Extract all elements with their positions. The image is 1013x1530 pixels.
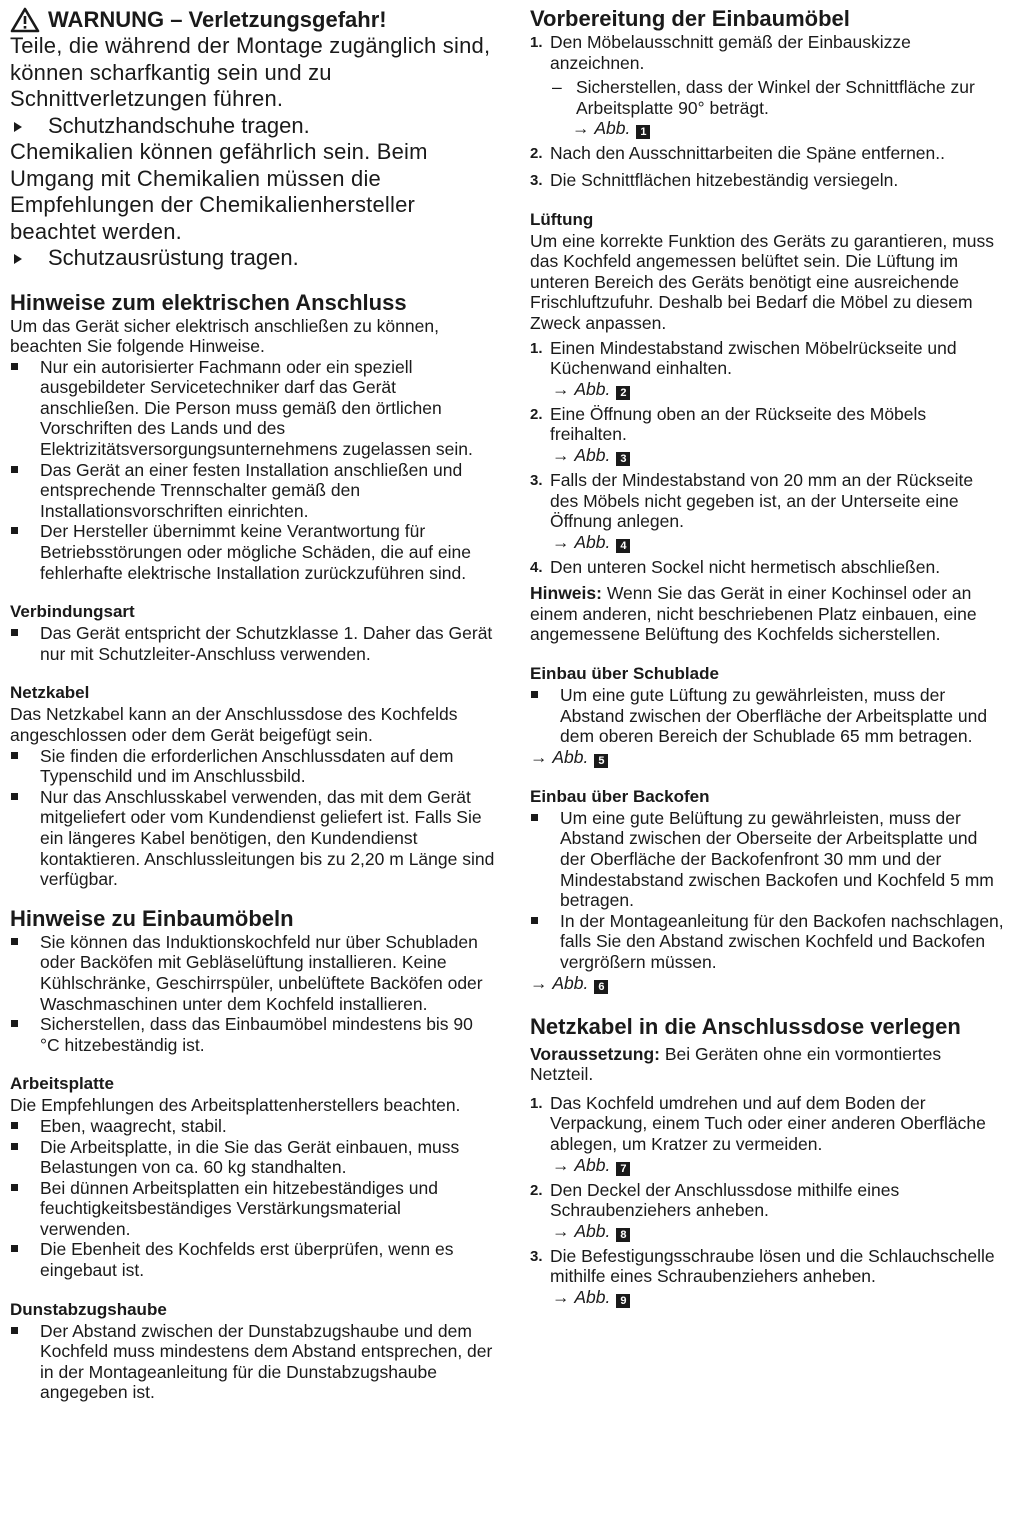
figure-reference: → Abb. 6 — [530, 973, 1006, 994]
connection-list — [10, 623, 495, 664]
figure-reference: → Abb. 2 — [530, 379, 1006, 400]
step-arrow-icon — [14, 122, 22, 132]
drawer-list — [530, 685, 1006, 747]
figure-reference: → Abb. 5 — [530, 747, 1006, 768]
step-item: 3. Die Befestigungsschraube lösen und die Schlauchschelle mithilfe eines Schraubenziehers anheben. — [530, 1245, 995, 1287]
figure-number-badge: 3 — [616, 452, 630, 466]
list-item: Sicherstellen, dass das Einbaumöbel mindestens bis 90 °C hitzebeständig ist. — [10, 1014, 495, 1055]
furniture-list — [10, 932, 495, 1056]
list-item: Der Hersteller übernimmt keine Verantwortung für Betriebsstörungen oder mögliche Schäden, die auf eine fehlerhafte elektrische Installation zurückzuführen sind. — [10, 521, 495, 583]
electrical-intro: Um das Gerät sicher elektrisch anschließen zu können, beachten Sie folgende Hinweise. — [10, 315, 439, 357]
list-item: Nur ein autorisierter Fachmann oder ein speziell ausgebildeter Servicetechniker darf das Gerät anschließen. Die Person muss gemäß den örtlichen Vorschriften des Lands und des Elektrizitätsversorgungsunternehmens zugelassen sein. — [10, 357, 495, 460]
list-item: Sie finden die erforderlichen Anschlussdaten auf dem Typenschild und im Anschlussbild. — [10, 746, 495, 787]
list-item: Der Abstand zwischen der Dunstabzugshaube und dem Kochfeld muss mindestens dem Abstand entsprechen, der in der Montageanleitung für die Dunstabzugshaube angegeben ist. — [10, 1321, 495, 1403]
list-item: In der Montageanleitung für den Backofen nachschlagen, falls Sie den Abstand zwischen Kochfeld und Backofen vergrößern müssen. — [530, 911, 1006, 973]
list-item: Eben, waagrecht, stabil. — [10, 1116, 495, 1137]
cable-heading: Netzkabel — [10, 683, 90, 703]
worktop-intro: Die Empfehlungen des Arbeitsplattenherstellers beachten. — [10, 1095, 461, 1116]
step-item: 2. Eine Öffnung oben an der Rückseite des Möbels freihalten. — [530, 403, 927, 445]
list-item: Um eine gute Belüftung zu gewährleisten, muss der Abstand zwischen der Oberseite der Arbeitsplatte und der Oberfläche der Backofenfront 30 mm und der Mindestabstand zwischen Backofen und Kochfeld 5 mm betragen. — [530, 808, 1006, 911]
warning-title: WARNUNG – Verletzungsgefahr! — [48, 7, 387, 32]
connection-heading: Verbindungsart — [10, 602, 135, 622]
figure-reference: → Abb. 8 — [530, 1221, 1006, 1242]
oven-heading: Einbau über Backofen — [530, 786, 710, 806]
list-item: Bei dünnen Arbeitsplatten ein hitzebeständiges und feuchtigkeitsbeständiges Verstärkungsmaterial verwenden. — [10, 1178, 495, 1240]
warning-text-1: Teile, die während der Montage zugänglich sind, können scharfkantig sein und zu Schnittverletzungen führen. — [10, 33, 491, 111]
figure-number-badge: 6 — [594, 980, 608, 994]
step-item: 3. Falls der Mindestabstand von 20 mm an der Rückseite des Möbels nicht gegeben ist, an der Unterseite eine Öffnung anlegen. — [530, 469, 974, 532]
figure-number-badge: 4 — [616, 539, 630, 553]
figure-reference: → Abb. 7 — [530, 1155, 1006, 1176]
list-item: Das Gerät entspricht der Schutzklasse 1. Daher das Gerät nur mit Schutzleiter-Anschluss verwenden. — [10, 623, 495, 664]
prep-heading: Vorbereitung der Einbaumöbel — [530, 6, 850, 31]
figure-number-badge: 9 — [616, 1294, 630, 1308]
list-item: Die Ebenheit des Kochfelds erst überprüfen, wenn es eingebaut ist. — [10, 1239, 495, 1280]
warning-text-2: Chemikalien können gefährlich sein. Beim Umgang mit Chemikalien müssen die Empfehlungen der Chemikalienhersteller beachtet werden. — [10, 139, 428, 244]
list-item: Um eine gute Lüftung zu gewährleisten, muss der Abstand zwischen der Oberfläche der Arbeitsplatte und dem oberen Bereich der Schublade 65 mm betragen. — [530, 685, 1006, 747]
vent-note: Hinweis: Wenn Sie das Gerät in einer Kochinsel oder an einem anderen, nicht beschriebenen Platz einbauen, eine angemessene Belüftung des Kochfelds sicherstellen. — [530, 583, 977, 645]
hood-list — [10, 1321, 495, 1403]
worktop-heading: Arbeitsplatte — [10, 1074, 114, 1094]
step-item: 1. Das Kochfeld umdrehen und auf dem Boden der Verpackung, einem Tuch oder einer anderen Oberfläche ablegen, um Kratzer zu vermeiden. — [530, 1092, 986, 1154]
list-item: Das Gerät an einer festen Installation anschließen und entsprechende Trennschalter gemäß den Installationsvorschriften einrichten. — [10, 460, 495, 522]
figure-number-badge: 1 — [636, 125, 650, 139]
warning-step-1: Schutzhandschuhe tragen. — [10, 113, 495, 140]
socket-heading: Netzkabel in die Anschlussdose verlegen — [530, 1013, 961, 1039]
figure-number-badge: 5 — [594, 754, 608, 768]
cable-list — [10, 746, 495, 890]
socket-requirement: Voraussetzung: Bei Geräten ohne ein vormontiertes Netzteil. — [530, 1043, 942, 1085]
step-item: 2. Nach den Ausschnittarbeiten die Späne entfernen.. — [530, 143, 945, 164]
step-item: 4. Den unteren Sockel nicht hermetisch abschließen. — [530, 556, 941, 577]
vent-heading: Lüftung — [530, 209, 594, 229]
left-column — [10, 6, 495, 1403]
electrical-heading: Hinweise zum elektrischen Anschluss — [10, 289, 407, 315]
prep-sub-step: – Sicherstellen, dass der Winkel der Schnittfläche zur Arbeitsplatte 90° beträgt. — [552, 77, 975, 118]
hood-heading: Dunstabzugshaube — [10, 1299, 167, 1319]
furniture-heading: Hinweise zu Einbaumöbeln — [10, 905, 294, 931]
list-item: Nur das Anschlusskabel verwenden, das mit dem Gerät mitgeliefert oder vom Kundendienst geliefert ist. Falls Sie ein längeres Kabel benötigen, den Kundendienst kontaktieren. Anschlussleitungen bis zu 2,20 m Länge sind verfügbar. — [10, 787, 495, 890]
oven-list — [530, 808, 1006, 973]
list-item: Die Arbeitsplatte, in die Sie das Gerät einbauen, muss Belastungen von ca. 60 kg standhalten. — [10, 1137, 495, 1178]
list-item: Sie können das Induktionskochfeld nur über Schubladen oder Backöfen mit Gebläselüftung installieren. Keine Kühlschränke, Geschirrspüler, unbelüftete Backöfen oder Waschmaschinen unter dem Kochfeld installieren. — [10, 932, 495, 1014]
figure-reference: → Abb. 9 — [530, 1287, 1006, 1308]
drawer-heading: Einbau über Schublade — [530, 664, 719, 684]
right-column — [530, 6, 1006, 1308]
figure-number-badge: 7 — [616, 1162, 630, 1176]
vent-intro: Um eine korrekte Funktion des Geräts zu garantieren, muss das Kochfeld angemessen belüftet sein. Die Lüftung im unteren Bereich des Geräts benötigt eine ausreichende Frischluftzufuhr. Deshalb bei Bedarf die Möbel zu diesem Zweck anpassen. — [530, 230, 994, 333]
figure-reference: → Abb. 1 — [530, 118, 1006, 139]
figure-reference: → Abb. 4 — [530, 532, 1006, 553]
step-arrow-icon — [14, 254, 22, 264]
cable-intro: Das Netzkabel kann an der Anschlussdose des Kochfelds angeschlossen oder dem Gerät beigefügt sein. — [10, 704, 458, 745]
figure-reference: → Abb. 3 — [530, 445, 1006, 466]
warning-step-2: Schutzausrüstung tragen. — [10, 245, 495, 272]
step-item: 1. Den Möbelausschnitt gemäß der Einbauskizze anzeichnen. — [530, 32, 911, 73]
electrical-list — [10, 357, 495, 584]
figure-number-badge: 8 — [616, 1228, 630, 1242]
warning-heading — [10, 6, 495, 33]
figure-number-badge: 2 — [616, 386, 630, 400]
step-item: 2. Den Deckel der Anschlussdose mithilfe eines Schraubenziehers anheben. — [530, 1179, 900, 1221]
step-item: 3. Die Schnittflächen hitzebeständig versiegeln. — [530, 169, 899, 190]
worktop-list — [10, 1116, 495, 1281]
warning-triangle-icon — [10, 7, 40, 33]
prep-steps — [530, 32, 1006, 73]
step-item: 1. Einen Mindestabstand zwischen Möbelrückseite und Küchenwand einhalten. — [530, 337, 957, 379]
